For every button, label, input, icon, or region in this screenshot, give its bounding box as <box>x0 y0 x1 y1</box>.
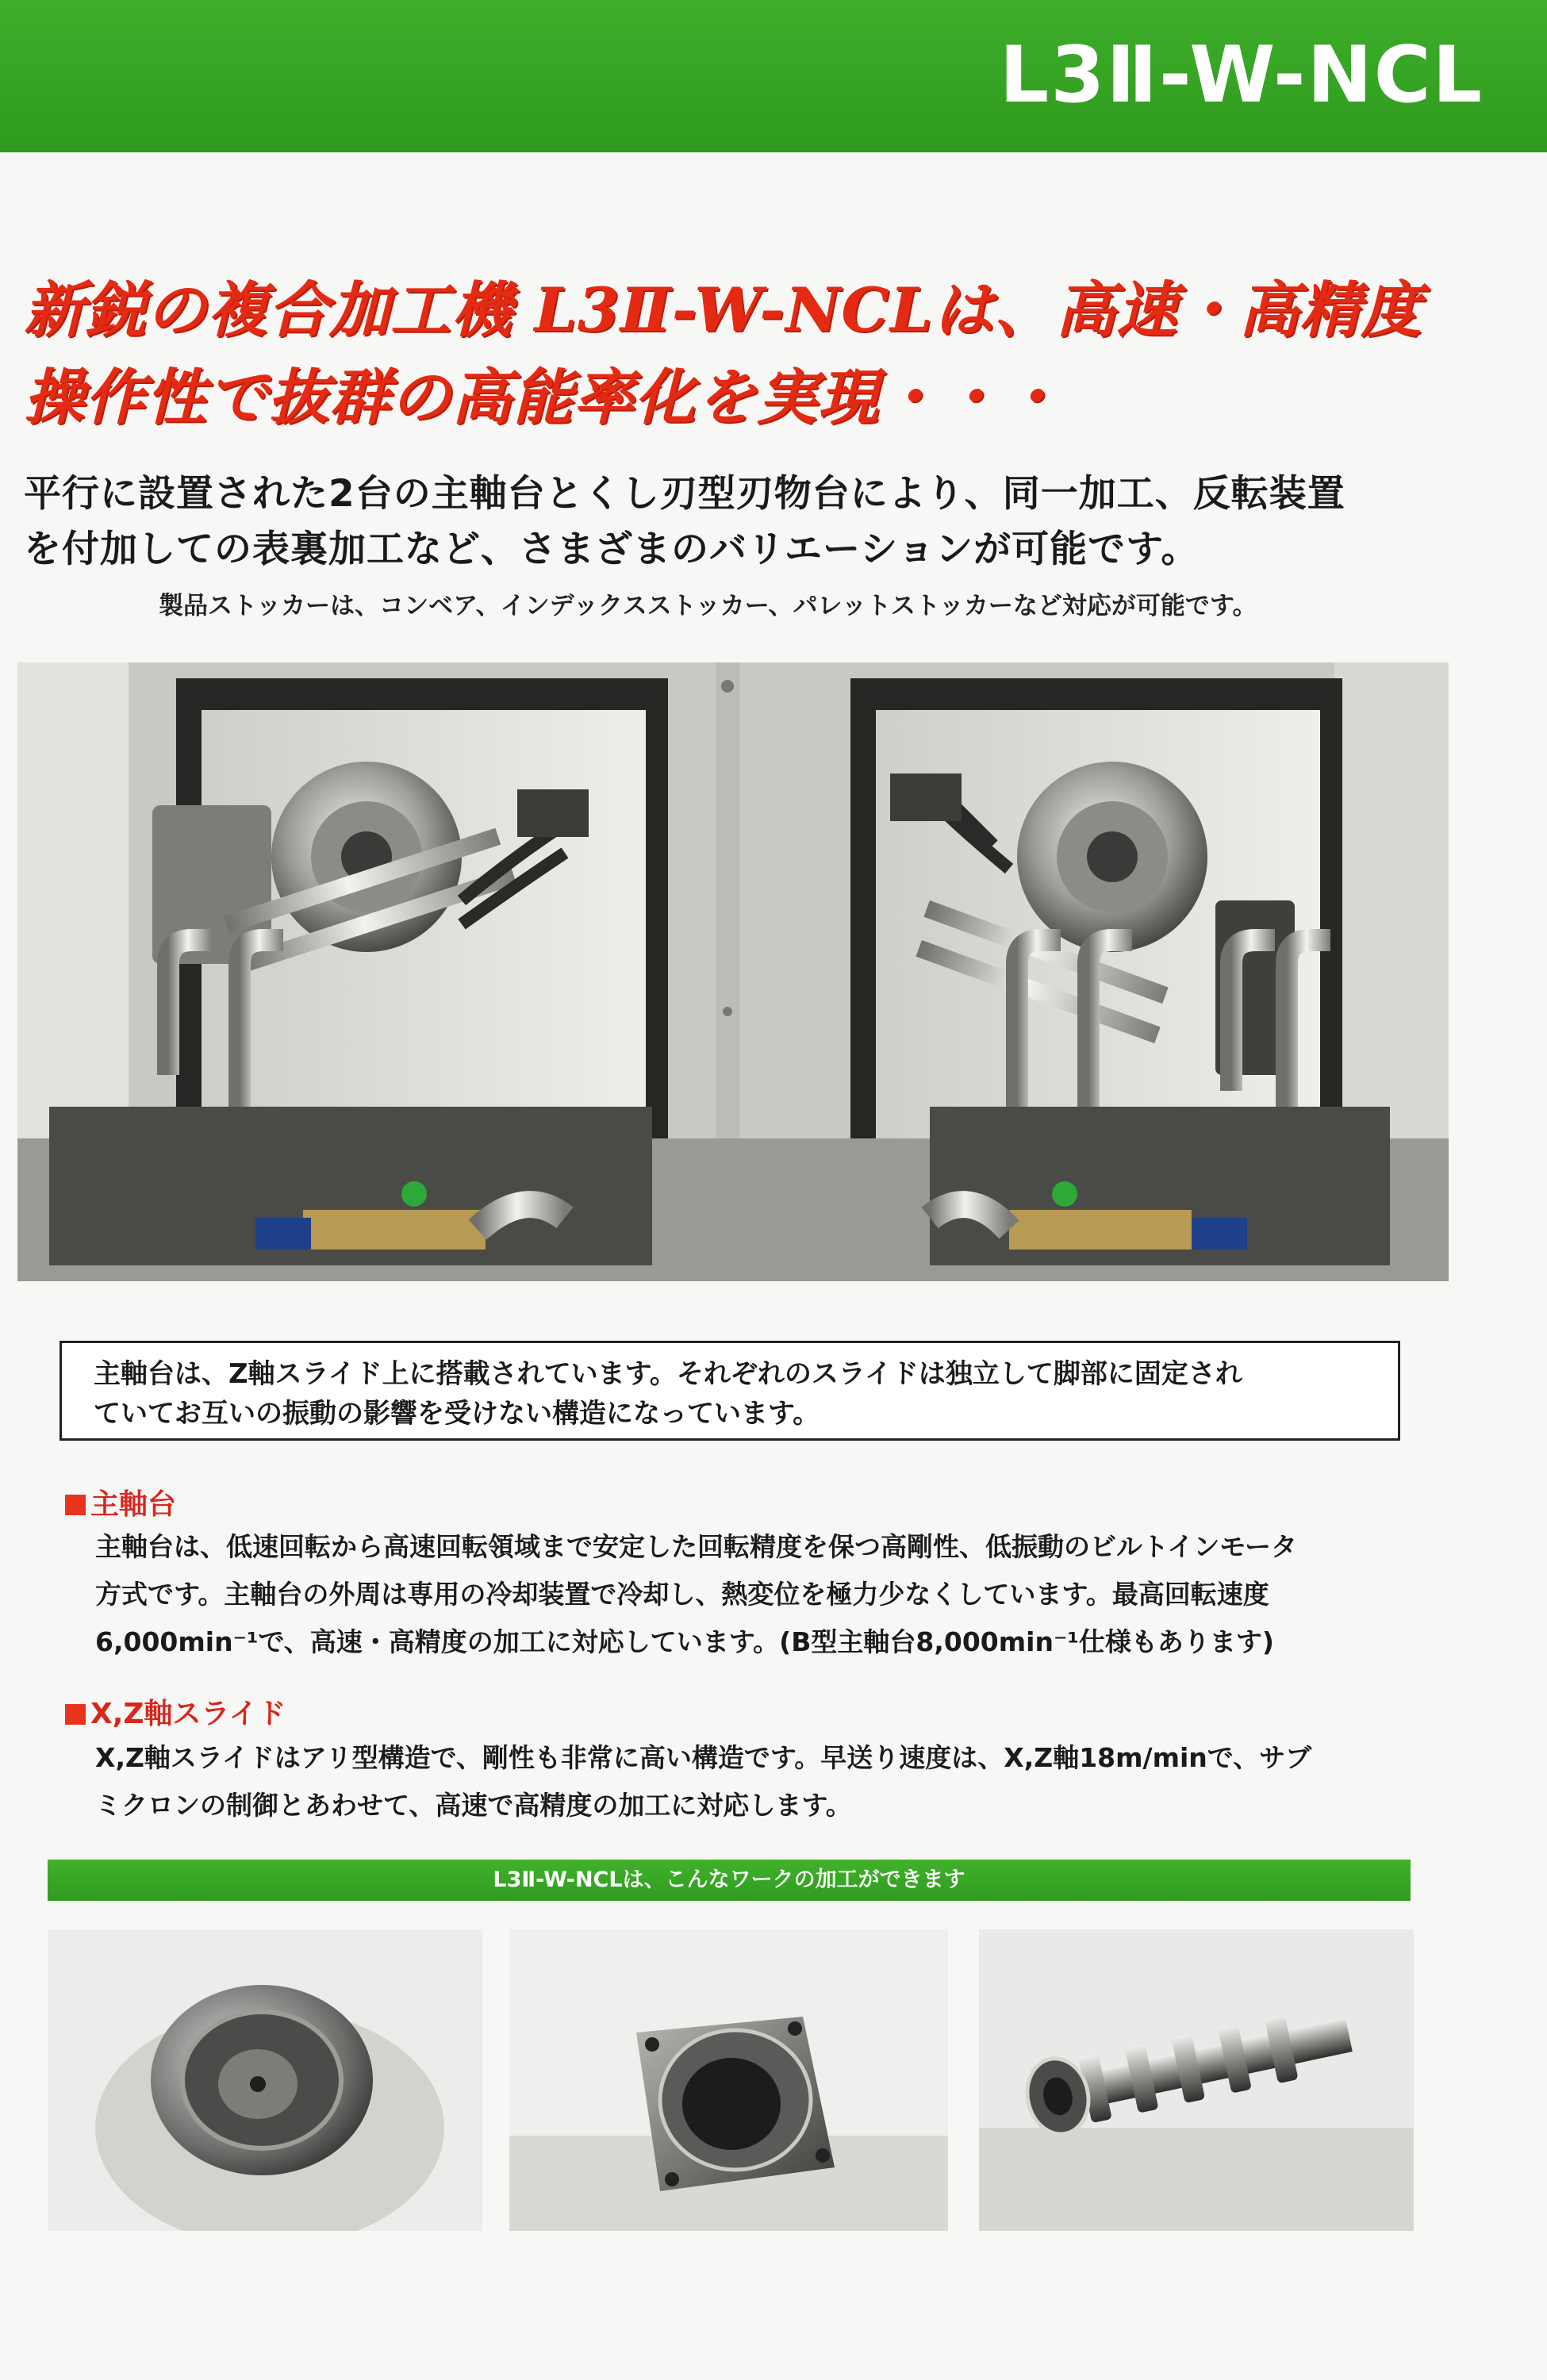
workpiece-caption-bar <box>48 1860 1411 1901</box>
structure-note-box <box>60 1341 1400 1441</box>
section-slide-title <box>65 1691 286 1732</box>
machine-illustration <box>17 662 1449 1281</box>
workpiece-photo-flange <box>48 1929 482 2231</box>
stocker-note: 製品ストッカーは、コンベア、インデックスストッカー、パレットストッカーなど対応が可能です。 <box>159 592 1257 620</box>
section-spindle-title-text: 主軸台 <box>90 1488 177 1521</box>
section-slide-title-text: X,Z軸スライド <box>90 1698 286 1730</box>
workpiece-photo-shaft <box>979 1929 1414 2231</box>
red-square-bullet-icon <box>65 1704 86 1725</box>
workpiece-photo-housing <box>509 1929 948 2231</box>
red-square-bullet-icon <box>65 1495 86 1515</box>
structure-note-line-2: ていてお互いの振動の影響を受けない構造になっています。 <box>94 1398 820 1430</box>
section-spindle-body <box>95 1523 1444 1666</box>
headline-line-2: 操作性で抜群の高能率化を実現・・・ <box>24 362 1062 432</box>
section-spindle-line-2: 方式です。主軸台の外周は専用の冷却装置で冷却し、熱変位を極力少なくしています。最高回転速度 <box>95 1579 1269 1610</box>
section-slide-body <box>95 1734 1444 1829</box>
flange-illustration <box>48 1929 482 2231</box>
housing-illustration <box>509 1929 948 2231</box>
section-slide-line-2: ミクロンの制御とあわせて、高速で高精度の加工に対応します。 <box>95 1790 852 1821</box>
section-spindle-title <box>65 1482 176 1522</box>
model-title: L3Ⅱ-W-NCL <box>999 30 1484 121</box>
section-spindle-line-1: 主軸台は、低速回転から高速回転領域まで安定した回転精度を保つ高剛性、低振動のビルトインモータ <box>95 1531 1298 1562</box>
lead-line-1: 平行に設置された2台の主軸台とくし刃型刃物台により、同一加工、反転装置 <box>24 472 1345 516</box>
shaft-illustration <box>979 1929 1414 2231</box>
structure-note-line-1: 主軸台は、Z軸スライド上に搭載されています。それぞれのスライドは独立して脚部に固定され <box>94 1358 1242 1390</box>
lead-line-2: を付加しての表裏加工など、さまざまのバリエーションが可能です。 <box>24 528 1200 571</box>
workpiece-caption-text: L3Ⅱ-W-NCLは、こんなワークの加工ができます <box>493 1868 965 1892</box>
section-slide-line-1: X,Z軸スライドはアリ型構造で、剛性も非常に高い構造です。早送り速度は、X,Z軸18m/minで、サブ <box>95 1742 1312 1773</box>
section-spindle-line-3: 6,000min⁻¹で、高速・高精度の加工に対応しています。(B型主軸台8,000min⁻¹仕様もあります) <box>95 1626 1274 1657</box>
headline-line-1: 新鋭の複合加工機 L3Ⅱ-W-NCLは、高速・高精度 <box>24 274 1422 345</box>
machine-photo <box>17 662 1449 1281</box>
